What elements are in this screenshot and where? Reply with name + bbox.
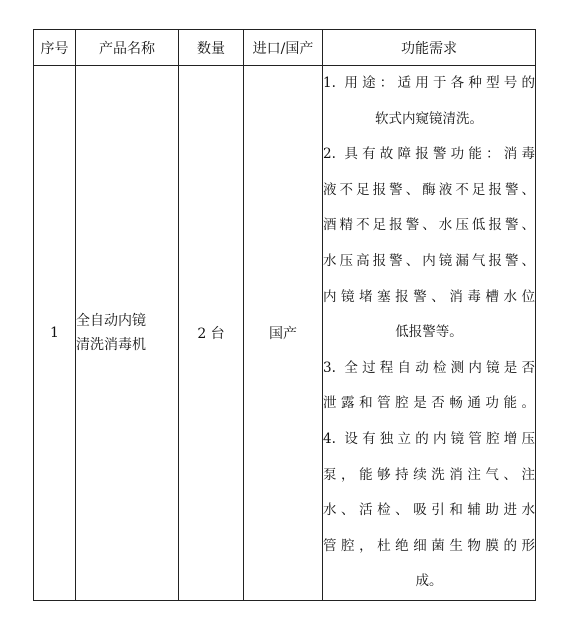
cell-requirements: [323, 66, 536, 601]
cell-origin: 国产: [244, 66, 323, 601]
header-origin: 进口/国产: [244, 30, 323, 66]
product-name-line: 全自动内镜: [76, 312, 146, 329]
requirements-table: [33, 29, 536, 601]
requirement-line: 泄露和管腔是否畅通功能。: [323, 395, 535, 412]
table-header-row: [34, 30, 536, 66]
requirement-line: 2. 具有故障报警功能：消毒: [323, 146, 535, 163]
header-requirements: 功能需求: [323, 30, 536, 66]
requirement-line: 内镜堵塞报警、消毒槽水位: [323, 288, 535, 305]
requirement-line: 管腔，杜绝细菌生物膜的形: [323, 537, 535, 554]
requirement-line: 泵，能够持续洗消注气、注: [323, 466, 535, 483]
header-product-name: 产品名称: [76, 30, 179, 66]
requirement-line: 1. 用途：适用于各种型号的: [323, 75, 535, 91]
requirement-line: 酒精不足报警、水压低报警、: [323, 217, 535, 234]
requirement-line: 软式内窥镜清洗。: [375, 110, 483, 127]
cell-product-name: [76, 66, 179, 601]
requirement-line: 水、活检、吸引和辅助进水: [323, 502, 535, 519]
requirement-line: 4. 设有独立的内镜管腔增压: [323, 430, 535, 447]
header-index: 序号: [34, 30, 76, 66]
requirement-line: 水压高报警、内镜漏气报警、: [323, 252, 535, 269]
header-quantity: 数量: [179, 30, 244, 66]
cell-index: 1: [34, 66, 76, 601]
table-row: [34, 66, 536, 601]
requirement-line: 液不足报警、酶液不足报警、: [323, 181, 535, 198]
requirement-line: 3. 全过程自动检测内镜是否: [323, 359, 535, 376]
product-name-line: 清洗消毒机: [76, 336, 146, 353]
cell-quantity: 2 台: [179, 66, 244, 601]
requirement-line: 低报警等。: [395, 324, 463, 341]
requirement-line: 成。: [415, 573, 443, 590]
